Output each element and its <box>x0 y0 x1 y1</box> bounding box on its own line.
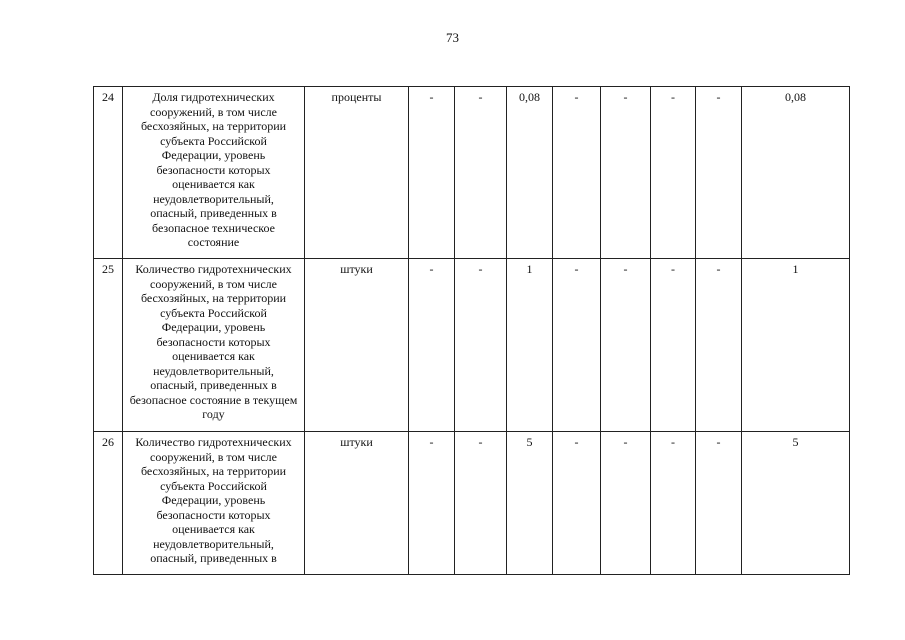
value-cell: - <box>651 432 696 575</box>
value-cell: - <box>553 432 601 575</box>
value-cell: - <box>455 432 507 575</box>
row-number: 25 <box>94 259 123 432</box>
value-cell: - <box>409 87 455 259</box>
value-cell: - <box>651 87 696 259</box>
value-cell: - <box>601 432 651 575</box>
value-cell: - <box>553 87 601 259</box>
indicator-description: Доля гидротехнических сооружений, в том числе бесхозяйных, на территории субъекта Российской Федерации, уровень безопасности которых оценивается как неудовлетворительный, опасный, приведенных в безопасное техническое состояние <box>123 87 305 259</box>
total-cell: 1 <box>742 259 850 432</box>
value-cell: - <box>601 259 651 432</box>
value-cell: - <box>409 259 455 432</box>
value-cell: 0,08 <box>507 87 553 259</box>
value-cell: - <box>455 259 507 432</box>
value-cell: - <box>601 87 651 259</box>
unit-cell: проценты <box>305 87 409 259</box>
value-cell: - <box>651 259 696 432</box>
total-cell: 5 <box>742 432 850 575</box>
indicator-description: Количество гидротехнических сооружений, в том числе бесхозяйных, на территории субъекта Российской Федерации, уровень безопасности которых оценивается как неудовлетворительный, опасный, приведенных в безопасное состояние в текущем году <box>123 259 305 432</box>
table-row <box>94 432 850 575</box>
table-row <box>94 259 850 432</box>
unit-cell: штуки <box>305 259 409 432</box>
indicators-table <box>93 86 850 575</box>
value-cell: - <box>696 432 742 575</box>
page-number: 73 <box>446 30 459 45</box>
value-cell: - <box>696 259 742 432</box>
value-cell: 5 <box>507 432 553 575</box>
row-number: 26 <box>94 432 123 575</box>
value-cell: - <box>455 87 507 259</box>
indicator-description: Количество гидротехнических сооружений, в том числе бесхозяйных, на территории субъекта Российской Федерации, уровень безопасности которых оценивается как неудовлетворительный, опасный, приведенных в <box>123 432 305 575</box>
unit-cell: штуки <box>305 432 409 575</box>
value-cell: - <box>553 259 601 432</box>
table-row <box>94 87 850 259</box>
value-cell: 1 <box>507 259 553 432</box>
value-cell: - <box>696 87 742 259</box>
value-cell: - <box>409 432 455 575</box>
total-cell: 0,08 <box>742 87 850 259</box>
row-number: 24 <box>94 87 123 259</box>
